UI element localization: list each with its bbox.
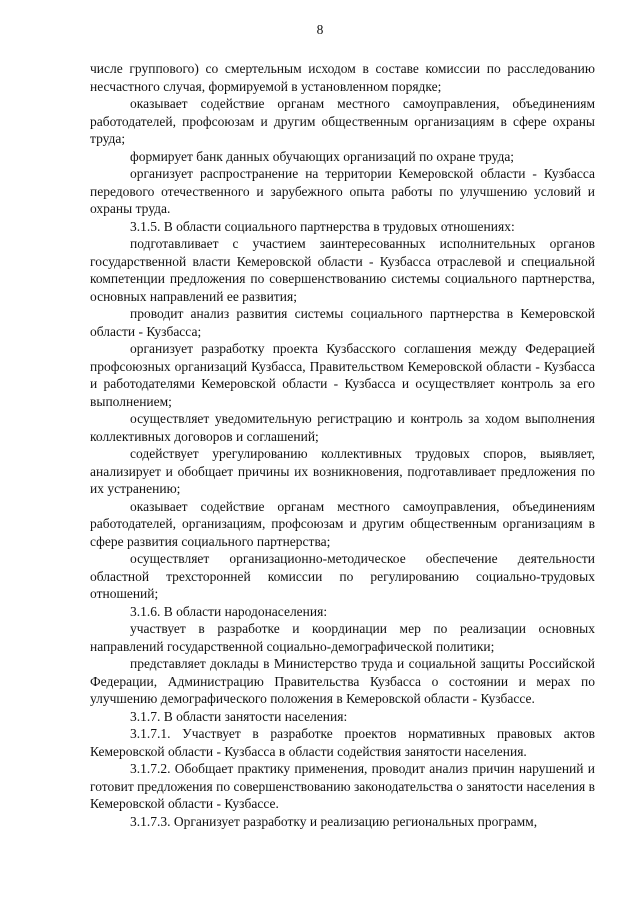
paragraph: формирует банк данных обучающих организаций по охране труда; [130, 148, 515, 164]
paragraph: 3.1.7.1. Участвует в разработке проектов нормативных правовых актов Кемеровской области - Кузбасса в области содействия занятости населения. [90, 726, 595, 759]
paragraph: 3.1.7.2. Обобщает практику применения, проводит анализ причин нарушений и готовит предложения по совершенствованию законодательства о занятости населения в Кемеровской области - Кузбассе. [90, 761, 595, 811]
section-heading: 3.1.7. В области занятости населения: [130, 708, 348, 724]
paragraph: организует распространение на территории Кемеровской области - Кузбасса передового отечественного и зарубежного опыта работы по улучшению условий и охраны труда. [90, 166, 595, 216]
paragraph: проводит анализ развития системы социального партнерства в Кемеровской области - Кузбасса; [90, 306, 595, 339]
paragraph: подготавливает с участием заинтересованных исполнительных органов государственной власти Кемеровской области - Кузбасса отраслевой и специальной компетенции предложения по совершенствованию системы социального партнерства, основных направлений ее развития; [90, 236, 595, 304]
paragraph: оказывает содействие органам местного самоуправления, объединениям работодателей, организациям, профсоюзам и другим общественным организациям в сфере развития социального партнерства; [90, 498, 595, 549]
paragraph: организует разработку проекта Кузбасского соглашения между Федерацией профсоюзных организаций Кузбасса, Правительством Кемеровской области - Кузбасса и работодателями Кемеровской области - Кузбасса и осуществляет контроль за его выполнением; [90, 341, 595, 409]
paragraph: содействует урегулированию коллективных трудовых споров, выявляет, анализирует и обобщает причины их возникновения, подготавливает предложения по их устранению; [90, 446, 595, 496]
paragraph: осуществляет организационно-методическое обеспечение деятельности областной трехсторонней комиссии по регулированию социально-трудовых отношений; [90, 551, 595, 601]
paragraph: участвует в разработке и координации мер по реализации основных направлений государственной социально-демографической политики; [90, 621, 595, 654]
page-number: 8 [316, 22, 324, 37]
paragraph: оказывает содействие органам местного самоуправления, объединениям работодателей, профсоюзам и другим общественным организациям в сфере охраны труда; [90, 96, 595, 146]
section-heading: 3.1.6. В области народонаселения: [130, 603, 328, 619]
paragraph: осуществляет уведомительную регистрацию и контроль за ходом выполнения коллективных договоров и соглашений; [90, 411, 595, 444]
paragraph-continuation: числе группового) со смертельным исходом в составе комиссии по расследованию несчастного случая, формируемой в установленном порядке; [90, 61, 595, 94]
paragraph: представляет доклады в Министерство труда и социальной защиты Российской Федерации, Администрацию Правительства Кузбасса о состоянии и мерах по улучшению демографического положения в Кемеровской области - Кузбассе. [90, 656, 595, 706]
section-heading: 3.1.5. В области социального партнерства в трудовых отношениях: [130, 218, 515, 234]
document-body [90, 60, 595, 830]
paragraph: 3.1.7.3. Организует разработку и реализацию региональных программ, [130, 813, 538, 829]
